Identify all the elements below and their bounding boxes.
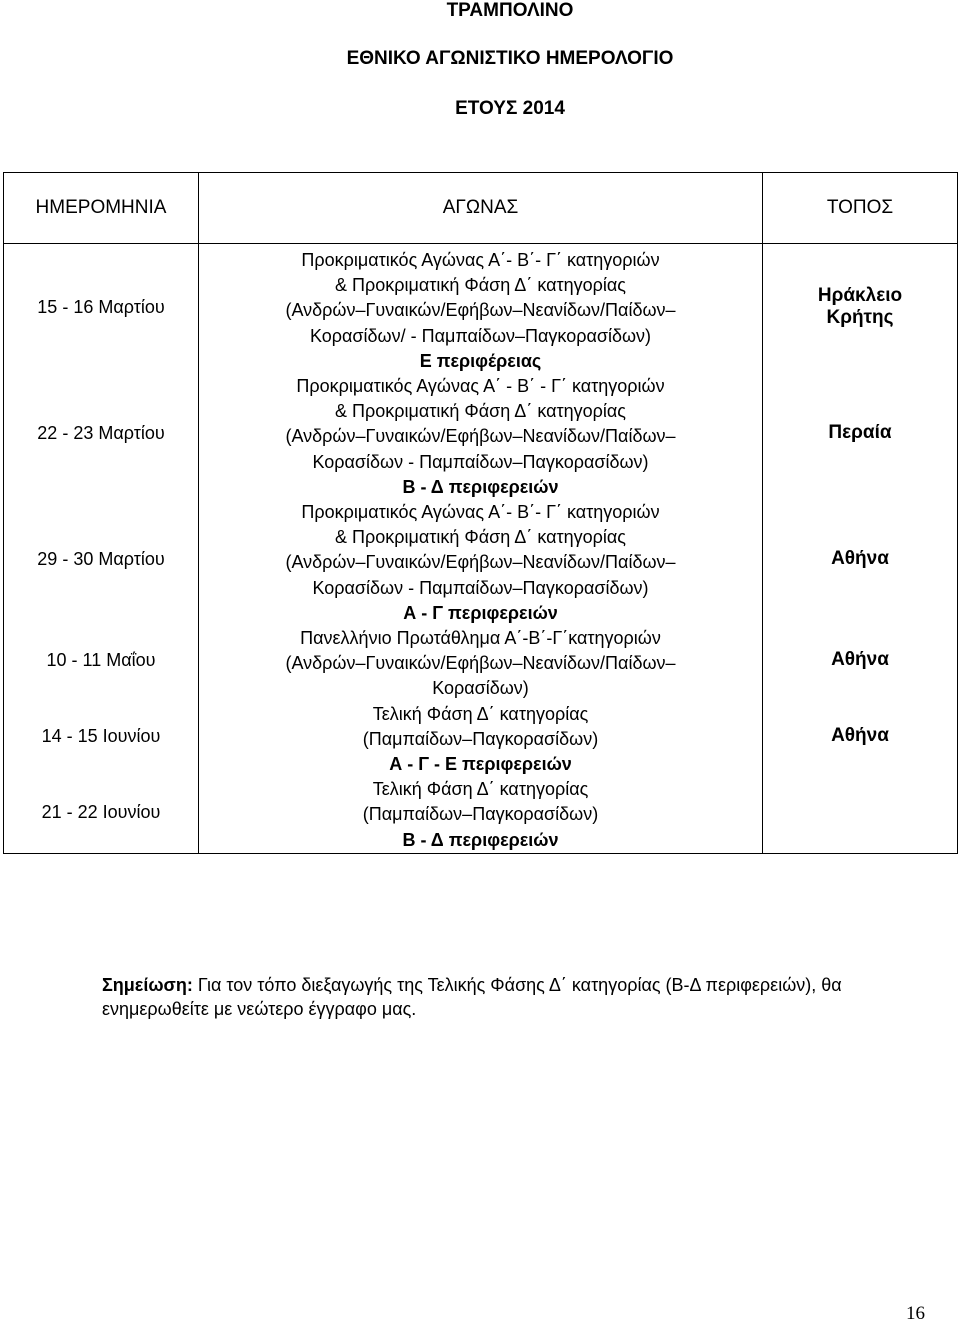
place-item (763, 244, 957, 370)
event-region: Α - Γ περιφερειών (403, 602, 558, 623)
table-header-row (4, 173, 958, 244)
header-date: ΗΜΕΡΟΜΗΝΙΑ (4, 173, 199, 244)
table-body-row (4, 244, 958, 854)
event-line: Κορασίδων - Παμπαίδων–Παγκορασίδων) (312, 451, 649, 472)
event-line: & Προκριματική Φάση Δ΄ κατηγορίας (335, 527, 626, 548)
event-region: Β - Δ περιφερειών (402, 829, 559, 850)
document-year: ΕΤΟΥΣ 2014 (455, 98, 565, 119)
event-line: & Προκριματική Φάση Δ΄ κατηγορίας (335, 275, 626, 296)
date-item: 14 - 15 Ιουνίου (41, 725, 161, 746)
document-title: ΤΡΑΜΠΟΛΙΝΟ (446, 0, 574, 21)
event-line: (Παμπαίδων–Παγκορασίδων) (362, 804, 599, 825)
event-line: (Ανδρών–Γυναικών/Εφήβων–Νεανίδων/Παίδων– (285, 426, 676, 447)
place-item: Περαία (828, 422, 892, 443)
event-line: Τελική Φάση Δ΄ κατηγορίας (372, 703, 589, 724)
place-item: Αθήνα (831, 649, 889, 670)
note-label: Σημείωση: (102, 975, 193, 995)
event-line: Τελική Φάση Δ΄ κατηγορίας (372, 779, 589, 800)
footnote (102, 973, 938, 1021)
dates-column (4, 244, 199, 854)
event-region: Β - Δ περιφερειών (402, 476, 559, 497)
date-item: 10 - 11 Μαΐου (46, 649, 156, 670)
event-line: Κορασίδων - Παμπαίδων–Παγκορασίδων) (312, 577, 649, 598)
event-line: Κορασίδων) (432, 678, 529, 699)
event-line: (Ανδρών–Γυναικών/Εφήβων–Νεανίδων/Παίδων– (285, 300, 676, 321)
note-text: Για τον τόπο διεξαγωγής της Τελικής Φάσης Δ΄ κατηγορίας (Β-Δ περιφερειών), θα ενημερωθείτε με νεώτερο έγγραφο μας. (102, 975, 842, 1019)
event-line: & Προκριματική Φάση Δ΄ κατηγορίας (335, 401, 626, 422)
place-city: Ηράκλειο (817, 285, 903, 306)
place-item: Αθήνα (831, 725, 889, 746)
event-line: (Ανδρών–Γυναικών/Εφήβων–Νεανίδων/Παίδων– (285, 552, 676, 573)
header-place: ΤΟΠΟΣ (763, 173, 958, 244)
place-empty (763, 774, 957, 850)
date-item: 15 - 16 Μαρτίου (37, 296, 165, 317)
place-region: Κρήτης (826, 307, 894, 328)
events-column (199, 244, 763, 854)
event-line: (Ανδρών–Γυναικών/Εφήβων–Νεανίδων/Παίδων– (285, 653, 676, 674)
event-line: Προκριματικός Αγώνας Α΄- Β΄- Γ΄ κατηγοριών (301, 502, 660, 523)
page-number: 16 (906, 1303, 925, 1324)
event-line: Προκριματικός Αγώνας Α΄- Β΄- Γ΄ κατηγοριών (301, 250, 660, 270)
event-line: Κορασίδων/ - Παμπαίδων–Παγκορασίδων) (309, 325, 652, 346)
event-line: (Παμπαίδων–Παγκορασίδων) (362, 728, 599, 749)
document-subtitle: ΕΘΝΙΚΟ ΑΓΩΝΙΣΤΙΚΟ ΗΜΕΡΟΛΟΓΙΟ (346, 48, 674, 69)
event-region: Ε περιφέρειας (419, 350, 542, 371)
event-line: Πανελλήνιο Πρωτάθλημα Α΄-Β΄-Γ΄κατηγοριών (300, 628, 661, 649)
event-region: Α - Γ - Ε περιφερειών (389, 754, 572, 775)
places-column (763, 244, 958, 854)
place-item: Αθήνα (831, 548, 889, 569)
date-item: 21 - 22 Ιουνίου (41, 801, 161, 822)
schedule-table (3, 172, 958, 854)
event-line: Προκριματικός Αγώνας Α΄ - Β΄ - Γ΄ κατηγοριών (296, 376, 665, 397)
header-event: ΑΓΩΝΑΣ (199, 173, 763, 244)
date-item: 22 - 23 Μαρτίου (37, 422, 165, 443)
date-item: 29 - 30 Μαρτίου (37, 548, 165, 569)
